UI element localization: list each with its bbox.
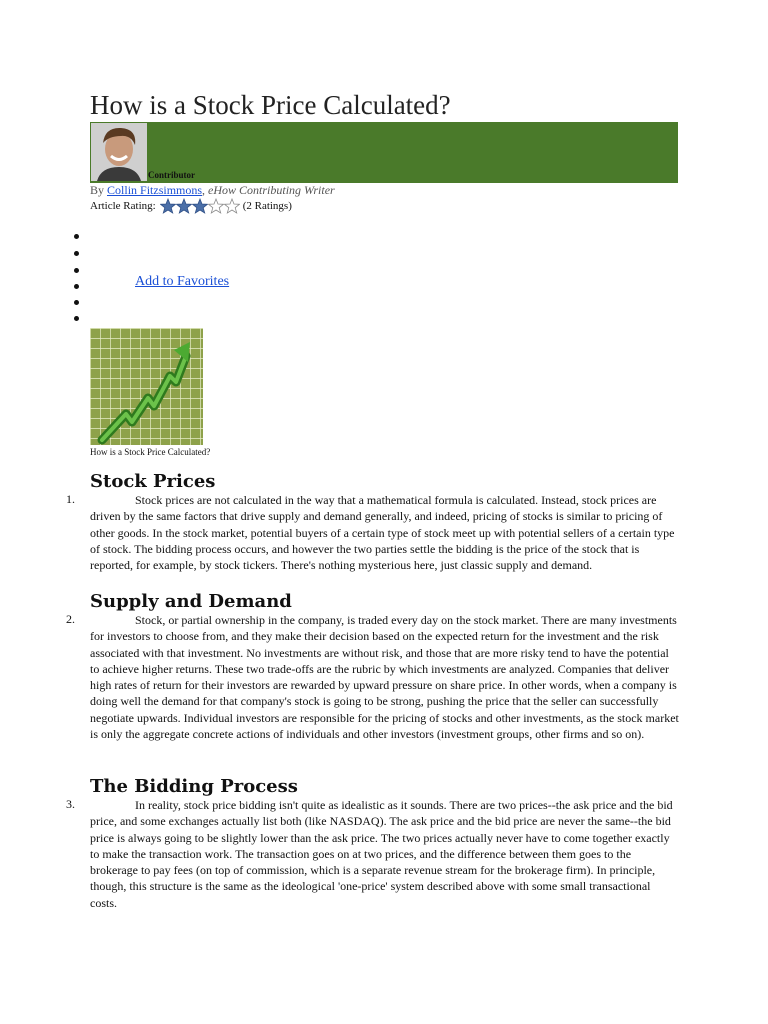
list-number: 3. — [66, 797, 75, 811]
list-number: 2. — [66, 612, 75, 626]
share-link-2[interactable] — [135, 264, 141, 272]
author-banner — [90, 122, 678, 183]
author-role: eHow Contributing Writer — [208, 183, 335, 197]
star-empty-icon[interactable] — [224, 198, 240, 214]
rating-stars[interactable] — [160, 198, 240, 214]
list-item — [74, 300, 82, 308]
byline-separator: , — [202, 183, 209, 197]
byline-prefix: By — [90, 183, 108, 197]
list-item — [74, 234, 82, 242]
contributor-label: Contributor — [148, 170, 195, 180]
section-body: In reality, stock price bidding isn't quite as idealistic as it sounds. There are two prices--the ask price and the bid price, and some exchanges actually list both (like NASDAQ). The ask price and the bid price are never the same--the bid price is always going to be slightly lower than the ask price. The two prices actually never have to come together exactly to make the transaction work. The transaction goes on at two prices, and the difference between them goes to the brokerage to pay fees (on top of commission, which is a separate revenue stream for the brokerage firm). In principle, though, this structure is the same as the ideological 'one-price' system described above with some small transactional costs. — [90, 798, 673, 910]
section-heading: Supply and Demand — [90, 591, 292, 612]
list-item — [74, 284, 82, 292]
avatar-image — [91, 123, 147, 181]
star-filled-icon[interactable] — [176, 198, 192, 214]
author-link[interactable]: Collin Fitzsimmons — [107, 183, 203, 197]
share-link-1[interactable] — [135, 248, 141, 256]
add-to-favorites-link[interactable]: Add to Favorites — [135, 274, 230, 289]
list-item — [74, 251, 82, 259]
list-number: 1. — [66, 492, 75, 506]
article-rating — [90, 198, 292, 214]
rating-label: Article Rating: — [90, 200, 156, 212]
byline — [90, 183, 335, 198]
section-body: Stock prices are not calculated in the way that a mathematical formula is calculated. Instead, stock prices are driven by the same factors that drive supply and demand generally, and indeed, pricing of stocks is similar to pricing of other goods. In the stock market, potential buyers of a certain type of stock meet up with potential sellers of a certain type of stock. The bidding process occurs, and however the two parties settle the bidding is the price of the stock that is reported, for example, by stock tickers. There's nothing mysterious here, just classic supply and demand. — [90, 493, 675, 573]
section-heading: The Bidding Process — [90, 776, 298, 797]
article-image[interactable] — [90, 328, 203, 445]
page-title: How is a Stock Price Calculated? — [90, 90, 451, 120]
star-empty-icon[interactable] — [208, 198, 224, 214]
image-caption: How is a Stock Price Calculated? — [90, 447, 211, 457]
star-filled-icon[interactable] — [192, 198, 208, 214]
section-heading: Stock Prices — [90, 471, 216, 492]
share-link-3[interactable] — [135, 297, 141, 305]
stock-chart-image — [90, 328, 203, 445]
list-item — [74, 316, 82, 324]
author-avatar[interactable] — [91, 123, 147, 181]
star-filled-icon[interactable] — [160, 198, 176, 214]
section-body: Stock, or partial ownership in the company, is traded every day on the stock market. There are many investments for investors to choose from, and they make their decision based on the expected return for the investment and the risk associated with that investment. No investments are without risk, and those that are more risky tend to have the potential to achieve higher returns. These two trade-offs are the rubric by which investments are analyzed. Companies that deliver high rates of return for their investors are rewarded by upward pressure on share price. In other words, when a company is doing well the demand for that company's stock is going to be strong, pushing the price that the seller can successfully negotiate upwards. Individual investors are responsible for the pricing of stocks and other investments, as the stock market is only the aggregate concrete actions of individuals and other investors (investment groups, other firms and so on). — [90, 613, 679, 742]
list-item — [74, 268, 82, 276]
rating-count: (2 Ratings) — [242, 200, 292, 212]
